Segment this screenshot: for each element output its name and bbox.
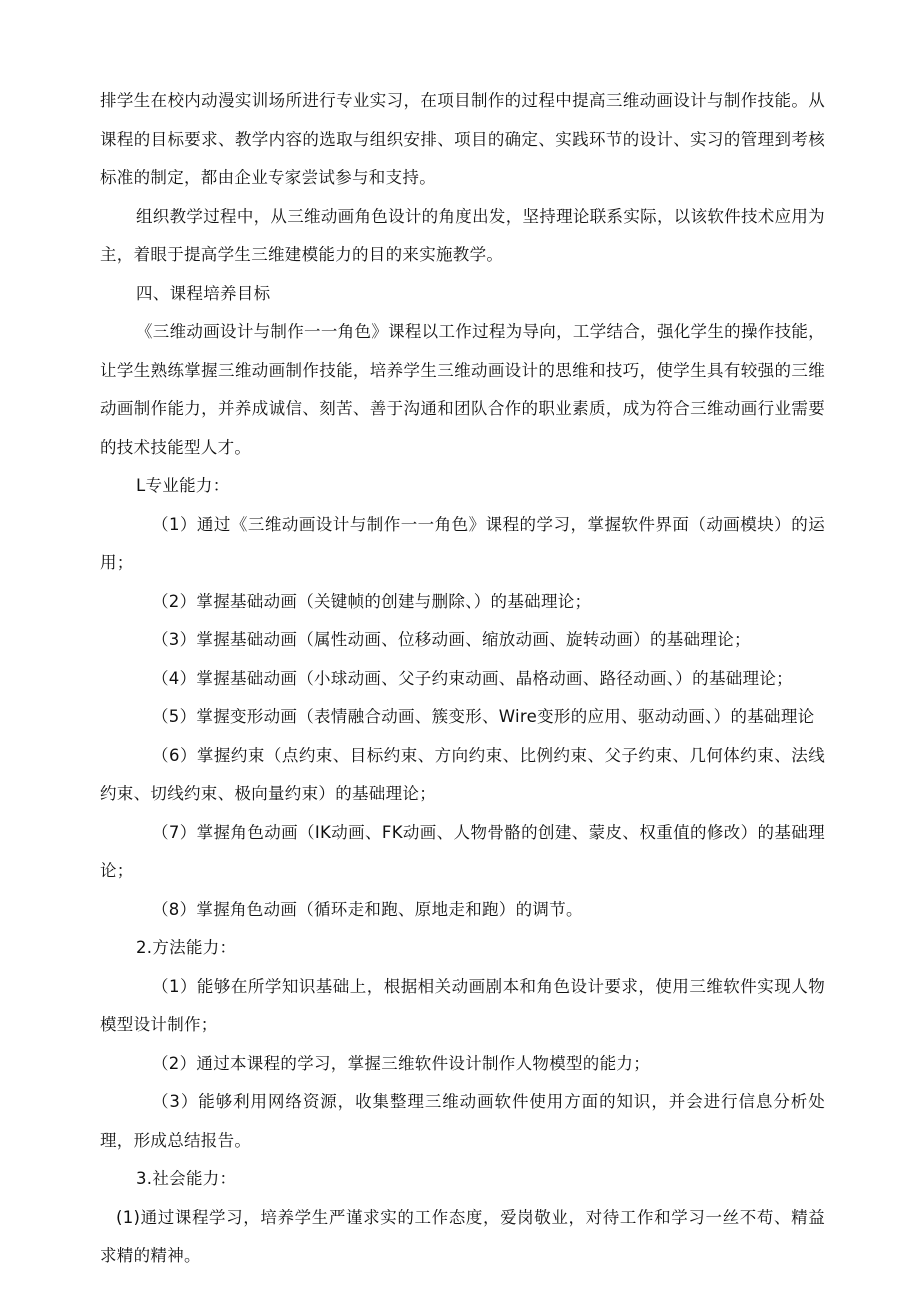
- list-item-method-1: （1）能够在所学知识基础上，根据相关动画剧本和角色设计要求，使用三维软件实现人物模型设计制作；: [100, 976, 825, 1034]
- list-item-method-3: （3）能够利用网络资源，收集整理三维动画软件使用方面的知识，并会进行信息分析处理，形成总结报告。: [100, 1092, 825, 1150]
- subheading-professional-ability: L专业能力：: [136, 476, 230, 495]
- list-item-social-1: (1)通过课程学习，培养学生严谨求实的工作态度，爱岗敬业，对待工作和学习一丝不苟、精益求精的精神。: [100, 1207, 825, 1265]
- document-body: [100, 82, 825, 1276]
- paragraph-teaching-process: 组织教学过程中，从三维动画角色设计的角度出发，坚持理论联系实际，以该软件技术应用为主，着眼于提高学生三维建模能力的目的来实施教学。: [100, 206, 825, 264]
- list-item-professional-3: （3）掌握基础动画（属性动画、位移动画、缩放动画、旋转动画）的基础理论；: [152, 630, 751, 649]
- list-item-professional-2: （2）掌握基础动画（关键帧的创建与删除、）的基础理论；: [152, 591, 592, 611]
- list-item-professional-8: （8）掌握角色动画（循环走和跑、原地走和跑）的调节。: [152, 899, 583, 919]
- list-item-professional-4: （4）掌握基础动画（小球动画、父子约束动画、晶格动画、路径动画、）的基础理论；: [152, 668, 793, 688]
- subheading-social-ability: 3.社会能力：: [136, 1169, 237, 1188]
- subheading-method-ability: 2.方法能力：: [136, 938, 237, 957]
- list-item-professional-1: （1）通过《三维动画设计与制作一一角色》课程的学习，掌握软件界面（动画模块）的运用；: [100, 514, 825, 572]
- section-heading-course-goals: 四、课程培养目标: [136, 283, 271, 303]
- paragraph-practice-intro: 排学生在校内动漫实训场所进行专业实习，在项目制作的过程中提高三维动画设计与制作技能。从课程的目标要求、教学内容的选取与组织安排、项目的确定、实践环节的设计、实习的管理到考核标准的制定，都由企业专家尝试参与和支持。: [100, 91, 825, 187]
- list-item-professional-7: （7）掌握角色动画（IK动画、FK动画、人物骨骼的创建、蒙皮、权重值的修改）的基础理论；: [100, 822, 825, 880]
- list-item-professional-6: （6）掌握约束（点约束、目标约束、方向约束、比例约束、父子约束、几何体约束、法线约束、切线约束、极向量约束）的基础理论；: [100, 745, 825, 803]
- paragraph-course-goals: 《三维动画设计与制作一一角色》课程以工作过程为导向，工学结合，强化学生的操作技能，让学生熟练掌握三维动画制作技能，培养学生三维动画设计的思维和技巧，使学生具有较强的三维动画制作能力，并养成诚信、刻苦、善于沟通和团队合作的职业素质，成为符合三维动画行业需要的技术技能型人才。: [100, 322, 825, 457]
- list-item-method-2: （2）通过本课程的学习，掌握三维软件设计制作人物模型的能力；: [152, 1053, 650, 1073]
- list-item-professional-5: （5）掌握变形动画（表情融合动画、簇变形、Wire变形的应用、驱动动画、）的基础理论: [152, 707, 815, 726]
